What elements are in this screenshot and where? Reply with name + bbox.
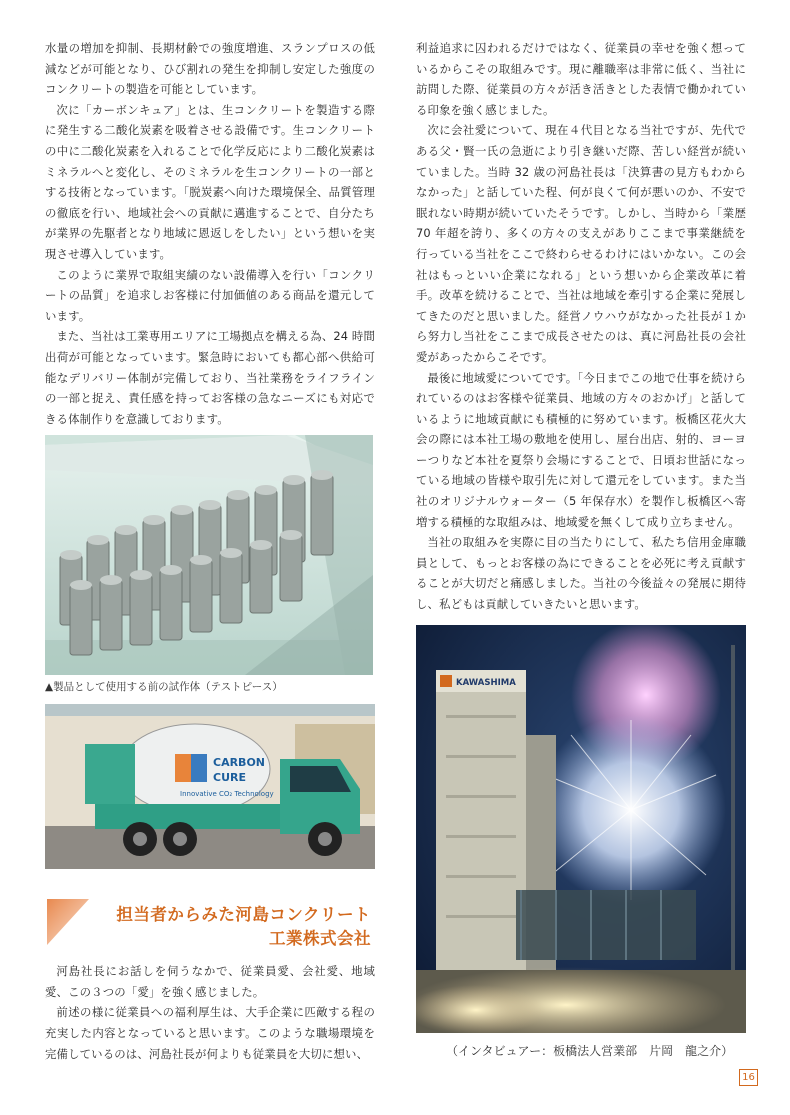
test-piece-caption: ▲製品として使用する前の試作体（テストピース） [45, 681, 283, 694]
building-sign: KAWASHIMA [456, 677, 516, 688]
right-paragraph-4: 当社の取組みを実際に目の当たりにして、私たち信用金庫職員として、もっとお客様の為にできることを必死に考え貢献することが大切だと痛感しました。当社の今後益々の発展に期待し、私どもは貢献していきたいと思います。 [416, 535, 746, 612]
corner-accent-icon [47, 899, 89, 945]
left-paragraph-6: 前述の様に従業員への福利厚生は、大手企業に匹敵する程の充実した内容となっていると思います。このような職場環境を完備しているのは、河島社長が何よりも従業員を大切に想い、 [45, 1005, 375, 1061]
interviewer-credit: （インタビュアー：板橋法人営業部 片岡 龍之介） [446, 1044, 734, 1058]
left-paragraph-2: 次に「カーボンキュア」とは、生コンクリートを製造する際に発生する二酸化炭素を吸着させる設備です。生コンクリートの中に二酸化炭素を入れることで化学反応により二酸化炭素はミネラルへと変化し、そのミネラルを生コンクリートの一部とする技術となっています。「脱炭素へ向けた環境保全、品質管理の徹底を行い、地域社会への貢献に邁進することで、自分たちが業界の先駆者となり地域に恩返しをしたい」という想いを実現させ導入しています。 [45, 102, 375, 261]
right-paragraph-2: 次に会社愛について、現在４代目となる当社ですが、先代である父・賢一氏の急逝により引き継いだ際、苦しい経営が続いていました。当時 32 歳の河島社長は「決算書の見方もわからなかった」と話していた程、何が良くて何が悪いのか、不安で眠れない時期が続いていたそうです。しかし、当時から「業歴 70 年超を誇り、多くの方々の支えがありここまで事業継続を行っている当社をここで終わらせるわけにはいかない。この会社はもっといい企業になれる」という想いから企業改革に着手。改革を続けることで、当社は地域を牽引する企業に発展してきたのだと思いました。経営ノウハウがなかった社長が１から努力し当社をここまで成長させたのは、真に河島社長の会社愛があったからこそです。 [416, 123, 746, 364]
left-paragraph-4: また、当社は工業専用エリアに工場拠点を構える為、24 時間出荷が可能となっています。緊急時においても都心部へ供給可能なデリバリー体制が完備しており、当社業務をライフラインの一部と捉え、責任感を持ってお客様の急なニーズにも対応できる体制作りを意識しております。 [45, 329, 376, 426]
fireworks-photo [416, 625, 746, 1033]
left-column [45, 38, 375, 1064]
section-title-line2: 工業株式会社 [269, 929, 371, 949]
section-heading [45, 899, 375, 961]
right-paragraph-3: 最後に地域愛についてです。「今日までこの地で仕事を続けられているのはお客様や従業員、地域の方々のおかげ」と話しているように地域貢献にも積極的に努めています。板橋区花火大会の際には本社工場の敷地を使用し、屋台出店、射的、ヨーヨーつりなど本社を夏祭り会場にすることで、日頃お世話になっている地域の皆様や取引先に対して還元をしています。また当社のオリジナルウォーター（5 年保存水）を製作し板橋区へ寄増する積極的な取組みは、地域愛を無くして成り立ちません。 [416, 370, 746, 529]
test-piece-photo [45, 435, 373, 675]
right-column [416, 38, 746, 1033]
left-paragraph-3: このように業界で取組実績のない設備導入を行い「コンクリートの品質」を追求しお客様に付加価値のある商品を還元しています。 [45, 267, 375, 323]
left-paragraph-1: 水量の増加を抑制、長期材齢での強度増進、スランプロスの低減などが可能となり、ひび割れの発生を抑制し安定した強度のコンクリートの製造を可能としています。 [45, 41, 375, 97]
truck-brand-line1: CARBON [213, 756, 265, 770]
page-number: 16 [739, 1069, 758, 1086]
section-title-line1: 担当者からみた河島コンクリート [116, 905, 371, 925]
truck-brand-line2: CURE [213, 771, 246, 785]
truck-tagline: Innovative CO₂ Technology [180, 790, 274, 799]
mixer-truck-photo [45, 704, 375, 869]
right-paragraph-1: 利益追求に囚われるだけではなく、従業員の幸せを強く想っているからこその取組みです。現に離職率は非常に低く、当社に訪問した際、従業員の方々が活き活きとした表情で働かれている印象を強く感じました。 [416, 41, 746, 117]
left-paragraph-5: 河島社長にお話しを伺うなかで、従業員愛、会社愛、地域愛、この３つの「愛」を強く感じました。 [45, 964, 375, 999]
